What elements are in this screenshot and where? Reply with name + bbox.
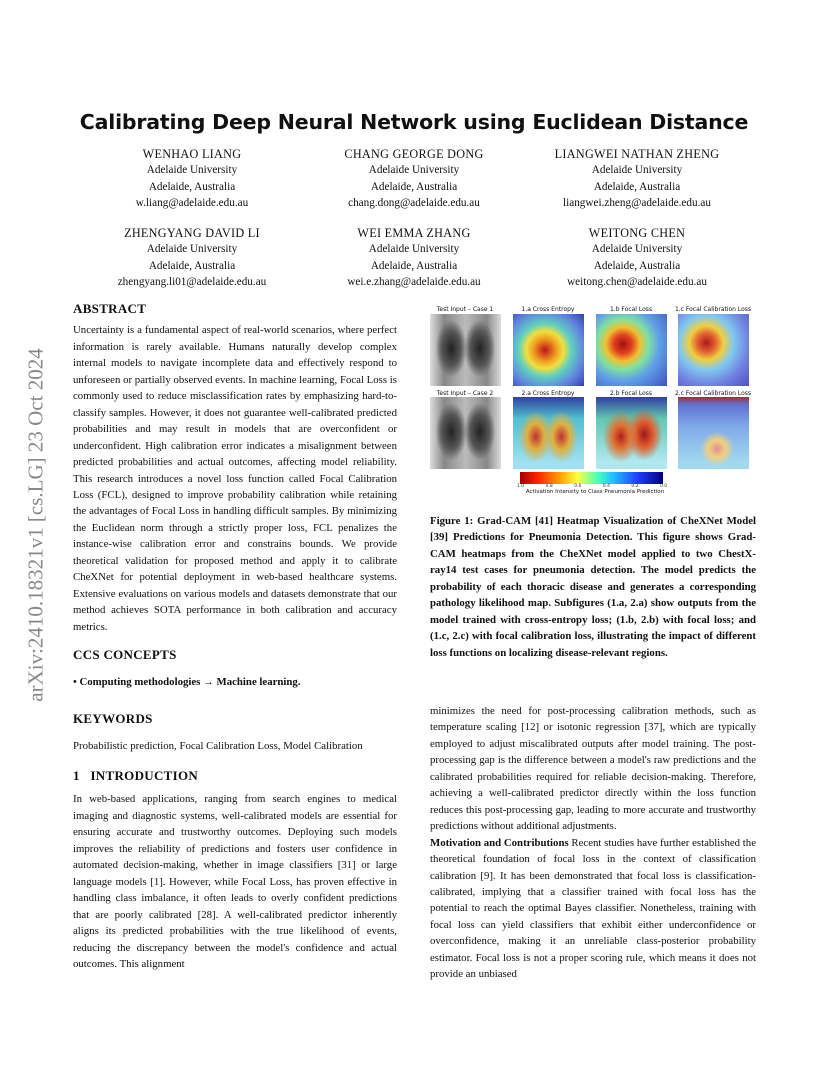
author-email: w.liang@adelaide.edu.au bbox=[135, 196, 249, 209]
author-block bbox=[299, 225, 529, 290]
colorbar bbox=[520, 472, 663, 484]
author-affil: Adelaide University bbox=[591, 164, 683, 177]
author-loc: Adelaide, Australia bbox=[370, 180, 458, 193]
abstract-text: Uncertainty is a fundamental aspect of real-world scenarios, where perfect information is rarely available. Humans naturally develop complex internal models to navigate incomplete data and effectively respond to unforeseen or partially observed events. In machine learning, Focal Loss is commonly used to reduce misclassification rates by emphasizing hard-to-classify samples. However, it does not guarantee well-calibrated predicted probabilities and may result in models that are overconfident or underconfident. High calibration error indicates a misalignment between predicted probabilities and actual outcomes, affecting model reliability. This research introduces a novel loss function called Focal Calibration Loss (FCL), designed to improve probability calibration while retaining the advantages of Focal Loss in handling difficult samples. By minimizing the Euclidean norm through a strictly proper loss, FCL penalizes the instance-wise calibration error and constrains bounds. We provide theoretical validation for proposed method and apply it to calibrate CheXNet for potential deployment in web-based healthcare systems. Extensive evaluations on various models and datasets demonstrate that our method achieves SOTA performance in both calibration and accuracy metrics. bbox=[73, 324, 397, 633]
ccs-text: • Computing methodologies → Machine learning. bbox=[73, 676, 301, 689]
author-name: WEI EMMA ZHANG bbox=[357, 226, 471, 240]
panel-title: Test Input – Case 2 bbox=[436, 390, 494, 397]
keywords-text: Probabilistic prediction, Focal Calibration Loss, Model Calibration bbox=[73, 740, 363, 753]
colorbar-tick: 0.6 bbox=[574, 484, 582, 489]
paragraph: Motivation and Contributions Recent studies have further established the theoretical foundation of focal loss in the context of classification calibration [9]. It has been demonstrated that focal loss is classification-calibrated, implying that a classifier trained with focal loss has the potential to reach the optimal Bayes classifier. Nonetheless, training with focal loss can yield classifiers that exhibit either underconfidence or overconfidence, making it an unreliable class-posterior probability estimator. Focal loss is not a proper scoring rule, which means it does not provide an unbiased bbox=[430, 836, 756, 981]
author-email: wei.e.zhang@adelaide.edu.au bbox=[347, 275, 481, 288]
author-email: liangwei.zheng@adelaide.edu.au bbox=[563, 196, 711, 209]
author-block bbox=[77, 146, 307, 211]
colorbar-tick: 0.2 bbox=[631, 484, 639, 489]
heatmap-image bbox=[678, 314, 749, 386]
arxiv-watermark bbox=[12, 290, 60, 760]
colorbar-tick: 1.0 bbox=[517, 484, 525, 489]
colorbar-tick: 0.0 bbox=[660, 484, 668, 489]
abstract-section bbox=[73, 301, 397, 635]
author-loc: Adelaide, Australia bbox=[148, 180, 236, 193]
panel-title: 1.b Focal Loss bbox=[609, 306, 653, 313]
panel-title: 2.c Focal Calibration Loss bbox=[674, 390, 752, 397]
figure-caption: Figure 1: Grad-CAM [41] Heatmap Visualization of CheXNet Model [39] Predictions for Pneumonia Detection. This figure shows Grad-CAM heatmaps from the CheXNet model applied to two ChestX-ray14 test cases for pneumonia detection. The model predicts the probability of each thoracic disease and generates a corresponding pathology likelihood map. Subfigures (1.a, 2.a) show outputs from the model trained with cross-entropy loss; (1.b, 2.b) with focal loss; and (1.c, 2.c) with focal calibration loss, illustrating the impact of different loss functions on localizing disease-relevant regions. bbox=[430, 515, 756, 659]
author-affil: Adelaide University bbox=[146, 164, 238, 177]
paragraph-lead: Motivation and Contributions bbox=[430, 836, 569, 849]
author-affil: Adelaide University bbox=[591, 243, 683, 256]
heatmap-image bbox=[596, 397, 667, 469]
author-name: WEITONG CHEN bbox=[588, 226, 686, 240]
author-block bbox=[77, 225, 307, 290]
author-email: chang.dong@adelaide.edu.au bbox=[348, 196, 480, 209]
author-name: LIANGWEI NATHAN ZHENG bbox=[554, 147, 720, 161]
keywords-section bbox=[73, 711, 397, 755]
arxiv-id: arXiv:2410.18321v1 [cs.LG] 23 Oct 2024 bbox=[23, 348, 48, 702]
abstract-heading: ABSTRACT bbox=[73, 301, 147, 316]
ccs-heading: CCS CONCEPTS bbox=[73, 647, 177, 662]
colorbar-tick: 0.4 bbox=[602, 484, 610, 489]
author-loc: Adelaide, Australia bbox=[593, 180, 681, 193]
colorbar-tick: 0.8 bbox=[545, 484, 553, 489]
paper-title: Calibrating Deep Neural Network using Euclidean Distance bbox=[79, 110, 749, 134]
author-affil: Adelaide University bbox=[368, 243, 460, 256]
panel-title: Test Input – Case 1 bbox=[436, 306, 494, 313]
author-name: WENHAO LIANG bbox=[142, 147, 242, 161]
author-block bbox=[522, 225, 752, 290]
paragraph: minimizes the need for post-processing calibration methods, such as temperature scaling [12] or isotonic regression [37], which are typically employed to adjust miscalibrated outputs after model training. The post-processing gap is the difference between a model's raw predictions and the calibrated probabilities required for reliable decision-making. Therefore, achieving a well-calibrated predictor directly within the loss function reduces this post-processing gap, leading to more accurate and trustworthy predictions without additional adjustments. bbox=[430, 705, 756, 833]
heatmap-image bbox=[596, 314, 667, 386]
author-affil: Adelaide University bbox=[368, 164, 460, 177]
heatmap-image bbox=[678, 397, 749, 469]
author-loc: Adelaide, Australia bbox=[593, 259, 681, 272]
author-block bbox=[299, 146, 529, 211]
author-affil: Adelaide University bbox=[146, 243, 238, 256]
author-email: zhengyang.li01@adelaide.edu.au bbox=[117, 275, 267, 288]
author-loc: Adelaide, Australia bbox=[148, 259, 236, 272]
panel-title: 2.a Cross Entropy bbox=[521, 390, 575, 397]
panel-title: 1.a Cross Entropy bbox=[521, 306, 575, 313]
introduction-section bbox=[73, 768, 397, 972]
colorbar-label: Activation Intensity to Class Pneumonia Prediction bbox=[525, 489, 665, 495]
panel-title: 1.c Focal Calibration Loss bbox=[674, 306, 752, 313]
keywords-heading: KEYWORDS bbox=[73, 711, 153, 726]
xray-image bbox=[430, 314, 501, 386]
author-name: ZHENGYANG DAVID LI bbox=[124, 226, 260, 240]
author-email: weitong.chen@adelaide.edu.au bbox=[567, 275, 707, 288]
ccs-section bbox=[73, 647, 397, 691]
heatmap-image bbox=[513, 314, 584, 386]
panel-title: 2.b Focal Loss bbox=[609, 390, 653, 397]
author-block bbox=[522, 146, 752, 211]
xray-image bbox=[430, 397, 501, 469]
heatmap-image bbox=[513, 397, 584, 469]
introduction-text: In web-based applications, ranging from search engines to medical imaging and diagnostic systems, well-calibrated models are essential for ensuring accurate and trustworthy outcomes. Deploying such models improves the reliability of predictions and fosters user confidence in automated decision-making, whether in image classifiers [31] or large language models [1]. However, while Focal Loss, has proven effective in handling class imbalance, it often leads to overly confident predictions that are poorly calibrated [28]. A well-calibrated predictor inherently aligns its predicted probabilities with the true likelihood of events, reducing the discrepancy between the model's confidence and actual outcomes. This alignment bbox=[73, 793, 397, 970]
right-column-text bbox=[430, 703, 756, 983]
author-loc: Adelaide, Australia bbox=[370, 259, 458, 272]
author-name: CHANG GEORGE DONG bbox=[344, 147, 484, 161]
introduction-heading: 1 INTRODUCTION bbox=[73, 768, 199, 783]
